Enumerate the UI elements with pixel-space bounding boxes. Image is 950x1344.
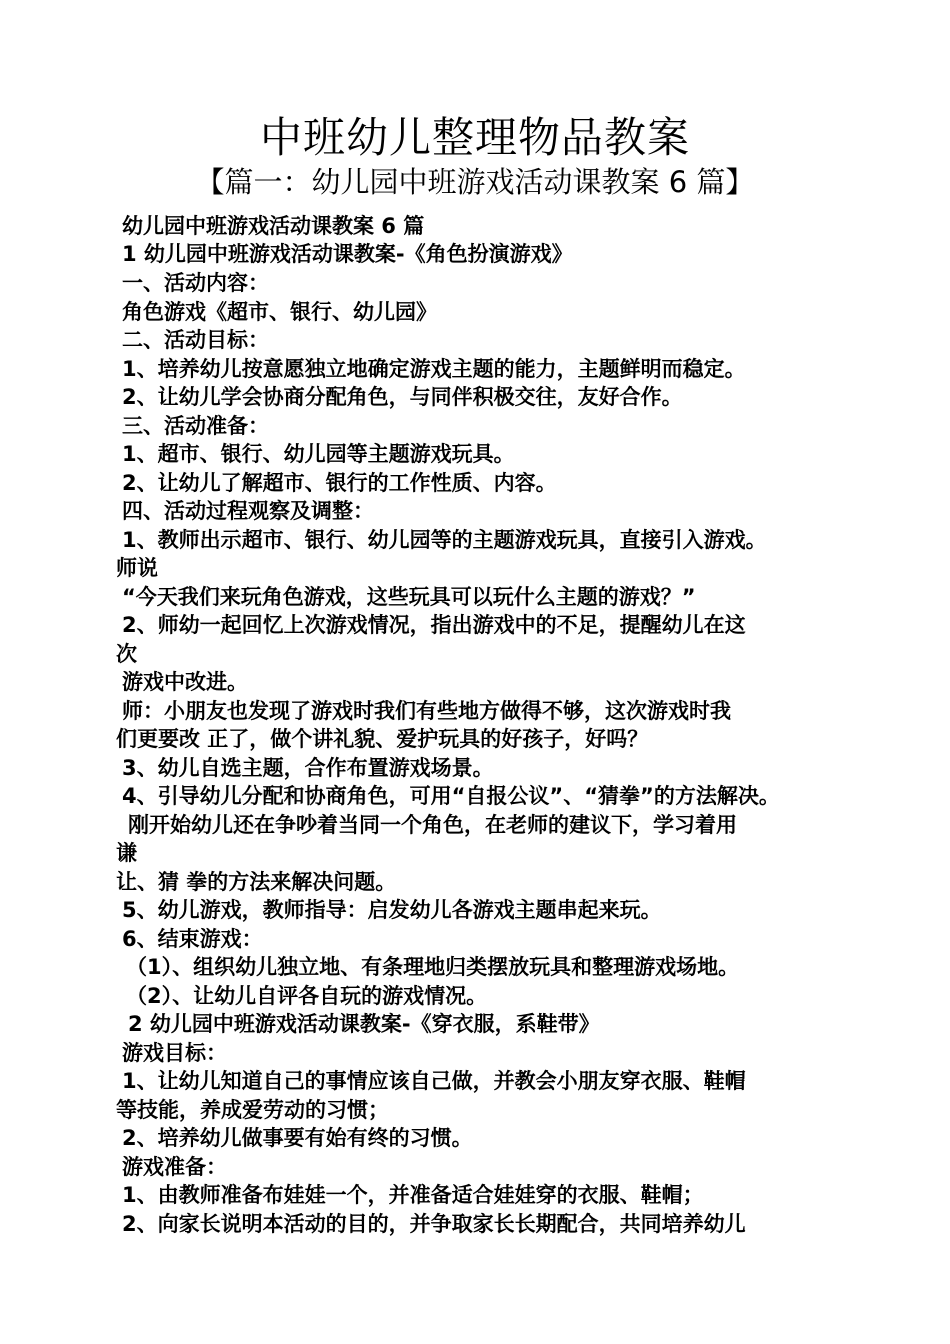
text-line: 师说 <box>116 556 158 580</box>
text-line: “今天我们来玩角色游戏，这些玩具可以玩什么主题的游戏？” <box>122 585 696 609</box>
section-heading: 幼儿园中班游戏活动课教案 6 篇 <box>122 214 425 238</box>
text-line: （2）、让幼儿自评各自玩的游戏情况。 <box>126 984 488 1008</box>
lesson-heading: 2 幼儿园中班游戏活动课教案-《穿衣服，系鞋带》 <box>128 1012 600 1036</box>
text-line: 2、培养幼儿做事要有始有终的习惯。 <box>122 1126 473 1150</box>
text-line: 1、超市、银行、幼儿园等主题游戏玩具。 <box>122 442 515 466</box>
document-subtitle: 【篇一：幼儿园中班游戏活动课教案 6 篇】 <box>195 165 755 199</box>
text-line: 次 <box>116 642 137 666</box>
text-line: 刚开始幼儿还在争吵着当同一个角色，在老师的建议下，学习着用 <box>128 813 737 837</box>
text-line: 游戏准备： <box>122 1155 227 1179</box>
document-title: 中班幼儿整理物品教案 <box>259 113 690 162</box>
text-line: 3、幼儿自选主题，合作布置游戏场景。 <box>122 756 494 780</box>
text-line: 们更要改 正了，做个讲礼貌、爱护玩具的好孩子，好吗？ <box>116 727 649 751</box>
text-line: 四、活动过程观察及调整： <box>122 499 374 523</box>
text-line: 2、让幼儿学会协商分配角色，与同伴积极交往，友好合作。 <box>122 385 683 409</box>
text-line: 4、引导幼儿分配和协商角色，可用“自报公议”、“猜拳”的方法解决。 <box>122 784 780 808</box>
text-line: 一、活动内容： <box>122 271 269 295</box>
text-line: 三、活动准备： <box>122 414 269 438</box>
lesson-heading: 1 幼儿园中班游戏活动课教案-《角色扮演游戏》 <box>122 242 573 266</box>
text-line: 1、让幼儿知道自己的事情应该自己做，并教会小朋友穿衣服、鞋帽 <box>122 1069 746 1093</box>
text-line: 等技能，养成爱劳动的习惯； <box>116 1098 389 1122</box>
text-line: 谦 <box>116 841 137 865</box>
text-line: 1、教师出示超市、银行、幼儿园等的主题游戏玩具，直接引入游戏。 <box>122 528 767 552</box>
text-line: 1、培养幼儿按意愿独立地确定游戏主题的能力，主题鲜明而稳定。 <box>122 357 746 381</box>
text-line: 1、由教师准备布娃娃一个，并准备适合娃娃穿的衣服、鞋帽； <box>122 1183 704 1207</box>
text-line: 2、向家长说明本活动的目的，并争取家长长期配合，共同培养幼儿 <box>122 1212 746 1236</box>
text-line: 游戏中改进。 <box>122 670 248 694</box>
text-line: 2、师幼一起回忆上次游戏情况，指出游戏中的不足，提醒幼儿在这 <box>122 613 746 637</box>
text-line: 角色游戏《超市、银行、幼儿园》 <box>122 300 437 324</box>
text-line: 二、活动目标： <box>122 328 269 352</box>
text-line: （1）、组织幼儿独立地、有条理地归类摆放玩具和整理游戏场地。 <box>126 955 740 979</box>
text-line: 6、结束游戏： <box>122 927 263 951</box>
text-line: 2、让幼儿了解超市、银行的工作性质、内容。 <box>122 471 557 495</box>
text-line: 游戏目标： <box>122 1041 227 1065</box>
text-line: 5、幼儿游戏，教师指导：启发幼儿各游戏主题串起来玩。 <box>122 898 662 922</box>
text-line: 师：小朋友也发现了游戏时我们有些地方做得不够，这次游戏时我 <box>122 699 731 723</box>
text-line: 让、猜 拳的方法来解决问题。 <box>116 870 397 894</box>
